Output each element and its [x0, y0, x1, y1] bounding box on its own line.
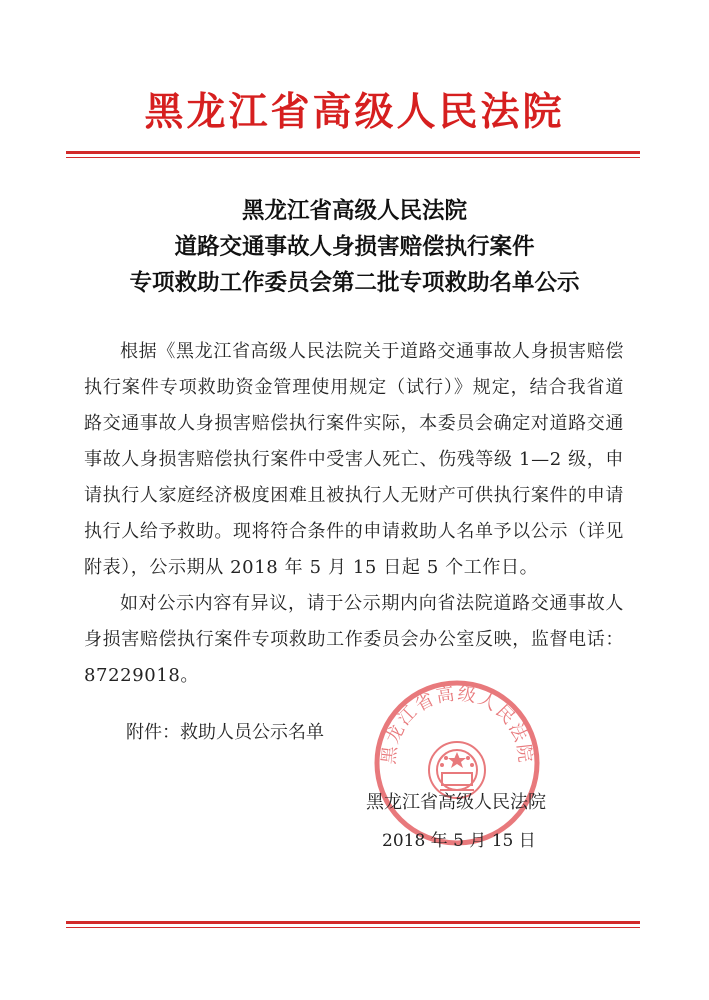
signature-organization: 黑龙江省高级人民法院	[366, 792, 546, 813]
masthead-title: 黑龙江省高级人民法院	[144, 90, 565, 135]
masthead-divider-thin	[66, 157, 640, 158]
official-seal	[372, 678, 542, 848]
attachment-note: 附件：救助人员公示名单	[126, 722, 324, 743]
masthead-divider	[66, 151, 640, 154]
title-line-1: 黑龙江省高级人民法院	[241, 198, 467, 224]
body-paragraph-1: 根据《黑龙江省高级人民法院关于道路交通事故人身损害赔偿执行案件专项救助资金管理使用规定（试行）》规定，结合我省道路交通事故人身损害赔偿执行案件实际，本委员会确定对道路交通事故人身损害赔偿执行案件中受害人死亡、伤残等级 1—2 级，申请执行人家庭经济极度困难且被执行人无财产可供执行案件的申请执行人给予救助。现将符合条件的申请救助人名单予以公示（详见附表），公示期从 2018 年 5 月 15 日起 5 个工作日。	[84, 341, 624, 578]
seal-text: 黑龙江省高级人民法院	[378, 683, 536, 766]
title-line-2: 道路交通事故人身损害赔偿执行案件	[174, 234, 535, 260]
signature-date: 2018 年 5 月 15 日	[382, 831, 536, 851]
footer-divider	[66, 921, 640, 924]
body-content	[84, 334, 624, 694]
footer-divider-thin	[66, 927, 640, 928]
document-title	[0, 193, 709, 301]
title-line-3: 专项救助工作委员会第二批专项救助名单公示	[129, 270, 580, 296]
body-paragraph-2: 如对公示内容有异议，请于公示期内向省法院道路交通事故人身损害赔偿执行案件专项救助工作委员会办公室反映，监督电话：87229018。	[84, 593, 624, 686]
